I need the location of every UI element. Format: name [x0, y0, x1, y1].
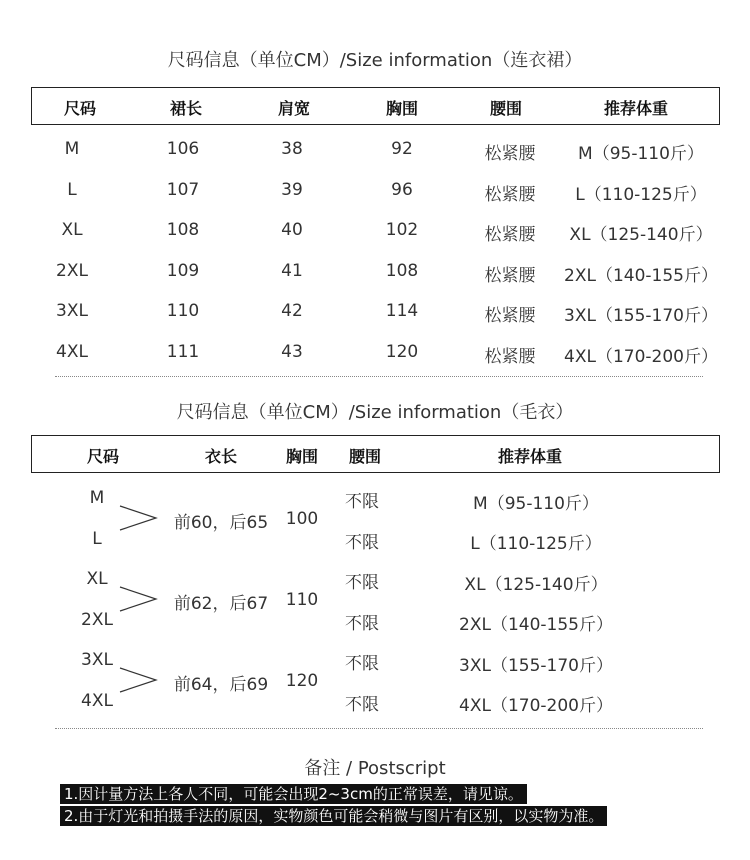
dress-cell-weight: M（95-110斤） [578, 144, 704, 164]
dress-cell-size: M [64, 139, 80, 159]
size-group-connector-icon [118, 585, 158, 615]
sweater-cell-size: XL [86, 569, 108, 589]
dress-cell-waist: 松紧腰 [484, 265, 536, 286]
dress-cell-waist: 松紧腰 [484, 184, 536, 205]
note-1: 1.因计量方法上各人不同，可能会出现2~3cm的正常误差，请见谅。 [60, 784, 527, 804]
dress-cell-weight: 4XL（170-200斤） [564, 347, 718, 367]
sweater-cell-length: 前64，后69 [173, 675, 269, 695]
dress-cell-length: 106 [166, 139, 200, 159]
dress-cell-chest: 120 [385, 342, 419, 362]
sweater-cell-weight: M（95-110斤） [473, 494, 599, 514]
dress-cell-waist: 松紧腰 [484, 306, 536, 327]
dress-cell-chest: 102 [385, 220, 419, 241]
dress-cell-weight: L（110-125斤） [575, 184, 707, 205]
sweater-cell-waist: 不限 [345, 695, 379, 715]
dress-cell-waist: 松紧腰 [484, 144, 536, 164]
sweater-cell-size: L [92, 529, 102, 549]
sweater-cell-weight: 4XL（170-200斤） [459, 696, 613, 716]
sweater-cell-length: 前60，后65 [173, 513, 269, 533]
dress-header-waist: 腰围 [489, 99, 523, 118]
size-group-connector-icon [118, 504, 158, 534]
dress-cell-shoulder: 43 [281, 342, 303, 362]
dress-cell-length: 107 [166, 179, 200, 200]
sweater-cell-weight: L（110-125斤） [470, 534, 602, 554]
dress-cell-shoulder: 39 [281, 179, 303, 200]
divider [55, 728, 703, 729]
dress-header-weight: 推荐体重 [603, 99, 669, 118]
sweater-cell-weight: 3XL（155-170斤） [459, 656, 613, 676]
sweater-cell-waist: 不限 [345, 614, 379, 634]
dress-cell-size: 3XL [56, 301, 88, 322]
sweater-cell-size: 2XL [81, 610, 113, 630]
sweater-cell-length: 前62，后67 [173, 594, 269, 614]
dress-cell-size: 2XL [56, 260, 88, 281]
size-group-connector-icon [118, 666, 158, 696]
dress-header-shoulder: 肩宽 [277, 99, 311, 118]
dress-cell-chest: 96 [391, 179, 413, 200]
sweater-cell-weight: XL（125-140斤） [464, 575, 608, 595]
sweater-cell-chest: 110 [285, 590, 319, 610]
dress-cell-length: 110 [166, 301, 200, 322]
dress-cell-chest: 108 [385, 260, 419, 281]
sweater-header-weight: 推荐体重 [497, 447, 563, 466]
dress-cell-size: L [67, 179, 77, 200]
sweater-cell-size: M [89, 488, 105, 508]
dress-cell-size: 4XL [56, 342, 88, 362]
dress-cell-length: 111 [166, 342, 200, 362]
divider [55, 376, 703, 377]
sweater-cell-waist: 不限 [345, 492, 379, 512]
sweater-cell-waist: 不限 [345, 533, 379, 553]
sweater-cell-waist: 不限 [345, 573, 379, 593]
sweater-header-waist: 腰围 [348, 447, 382, 466]
dress-cell-weight: 3XL（155-170斤） [564, 306, 718, 327]
sweater-cell-size: 3XL [81, 650, 113, 670]
sweater-header-chest: 胸围 [285, 447, 319, 466]
dress-cell-size: XL [61, 220, 83, 241]
dress-cell-length: 108 [166, 220, 200, 241]
sweater-header-length: 衣长 [204, 447, 238, 466]
sweater-cell-chest: 120 [285, 671, 319, 691]
dress-size-title: 尺码信息（单位CM）/Size information（连衣裙） [167, 50, 583, 71]
dress-cell-shoulder: 38 [281, 139, 303, 159]
dress-cell-shoulder: 42 [281, 301, 303, 322]
dress-cell-waist: 松紧腰 [484, 225, 536, 246]
dress-header-length: 裙长 [169, 99, 203, 118]
dress-cell-waist: 松紧腰 [484, 347, 536, 367]
dress-cell-length: 109 [166, 260, 200, 281]
dress-cell-chest: 114 [385, 301, 419, 322]
sweater-header-size: 尺码 [86, 447, 120, 466]
dress-header-chest: 胸围 [385, 99, 419, 118]
dress-cell-chest: 92 [391, 139, 413, 159]
sweater-cell-chest: 100 [285, 509, 319, 529]
dress-cell-weight: 2XL（140-155斤） [564, 265, 718, 286]
note-2: 2.由于灯光和拍摄手法的原因，实物颜色可能会稍微与图片有区别，以实物为准。 [60, 806, 607, 826]
dress-cell-shoulder: 40 [281, 220, 303, 241]
sweater-cell-size: 4XL [81, 691, 113, 711]
sweater-size-title: 尺码信息（单位CM）/Size information（毛衣） [176, 402, 574, 423]
dress-cell-shoulder: 41 [281, 260, 303, 281]
dress-header-size: 尺码 [63, 99, 97, 118]
sweater-cell-weight: 2XL（140-155斤） [459, 615, 613, 635]
dress-cell-weight: XL（125-140斤） [569, 225, 713, 246]
postscript-title: 备注 / Postscript [304, 758, 446, 779]
sweater-cell-waist: 不限 [345, 654, 379, 674]
